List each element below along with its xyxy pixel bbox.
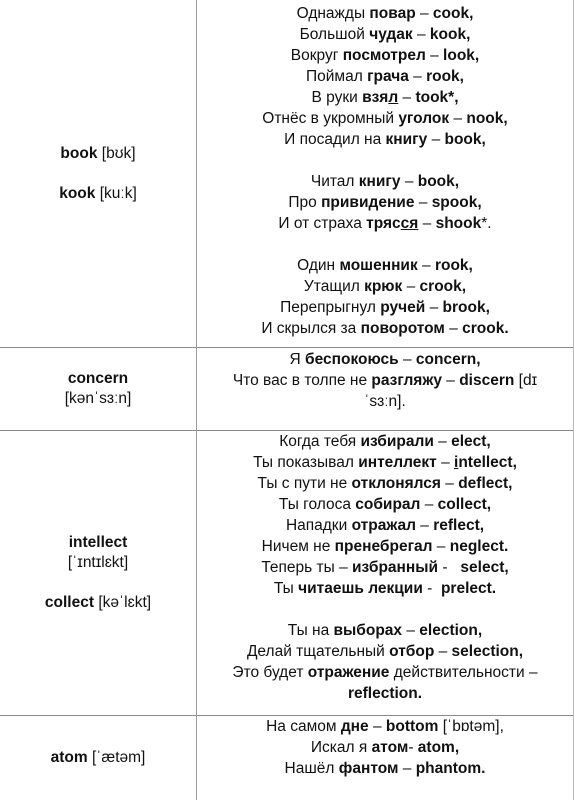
term-collect (45, 593, 151, 613)
poem-text: В руки (311, 89, 363, 106)
poem-text-underlined: ся (400, 215, 419, 232)
poem-text-bold: took*, (415, 89, 459, 106)
poem-text: Это будет (232, 664, 308, 681)
poem-text: – (434, 643, 452, 660)
poem-text: – (440, 475, 459, 492)
poem-text: Ты (273, 580, 299, 597)
poem-text-bold: интеллект (358, 454, 437, 471)
poem-line (197, 66, 573, 87)
poem-text-bold: повар (369, 5, 416, 22)
poem-text: – (418, 215, 436, 232)
poem-text: - (422, 580, 441, 597)
poem-text: [dɪ (514, 372, 538, 389)
poem-line (197, 683, 573, 704)
poem-text-bold: deflect, (458, 475, 513, 492)
poem-text: Искал я (310, 739, 372, 756)
poem-text: – (400, 173, 418, 190)
poem-text-bold: selection, (451, 643, 524, 660)
poem-text-bold: reflection. (347, 685, 423, 702)
poem-text: – (449, 110, 467, 127)
poem-line (197, 494, 573, 515)
poem-text-bold: разгляжу (371, 372, 442, 389)
poem-text-bold: читаешь лекции (298, 580, 423, 597)
row-book-words (0, 0, 196, 347)
poem-line (197, 297, 573, 318)
row-atom-poem (197, 716, 573, 779)
poem-line (197, 557, 573, 578)
poem-text-bold: brook, (442, 299, 490, 316)
stanza-break (197, 150, 573, 171)
term-concern (65, 369, 132, 409)
poem-line (197, 473, 573, 494)
poem-text: Про (288, 194, 322, 211)
poem-text: – (402, 622, 420, 639)
poem-text-bold: elect, (451, 433, 491, 450)
term-atom (51, 748, 146, 768)
poem-text-bold: bottom (385, 718, 439, 735)
term-intellect (68, 533, 128, 573)
poem-text: Что вас в толпе не (232, 372, 372, 389)
poem-text-bold: привидение (321, 194, 415, 211)
poem-text-bold: книгу (385, 131, 428, 148)
poem-line (197, 3, 573, 24)
poem-line (197, 171, 573, 192)
poem-text-bold: collect, (437, 496, 492, 513)
poem-text: Ты показывал (253, 454, 359, 471)
poem-text: [ˈbɒtəm], (438, 718, 504, 735)
term-book (60, 144, 135, 164)
poem-line (197, 108, 573, 129)
term-word: intellect (68, 534, 128, 551)
poem-text: – (417, 257, 435, 274)
row-concern-words (0, 348, 196, 430)
poem-text: На самом (266, 718, 341, 735)
term-ipa: [kuːk] (99, 184, 137, 202)
row-intellect-poem (197, 431, 573, 704)
poem-text: Читал (310, 173, 359, 190)
poem-text-bold: prelect. (440, 580, 497, 597)
poem-text: Большой (299, 26, 370, 43)
poem-line (197, 129, 573, 150)
poem-text-bold: ручей (380, 299, 426, 316)
poem-text-underlined: л (388, 89, 399, 106)
poem-text-bold: neglect. (449, 538, 509, 555)
poem-line (197, 45, 573, 66)
poem-text-bold: фантом (338, 760, 399, 777)
poem-text: – (398, 351, 416, 368)
poem-text: – (420, 496, 438, 513)
poem-text: Ничем не (261, 538, 335, 555)
row-book-poem (197, 3, 573, 339)
poem-line (197, 87, 573, 108)
poem-text-bold: rook, (434, 257, 473, 274)
poem-line (197, 641, 573, 662)
poem-text-bold: избирали (360, 433, 434, 450)
poem-text-bold: взя (362, 89, 389, 106)
poem-text: – (414, 194, 432, 211)
row-intellect-words (0, 431, 196, 715)
poem-text: ˈsɜːn]. (364, 393, 406, 410)
term-ipa: [kənˈsɜːn] (64, 390, 132, 407)
poem-text: – (415, 517, 434, 534)
poem-text-bold: посмотрел (342, 47, 426, 64)
poem-text-bold: отбор (389, 643, 435, 660)
poem-text: – (441, 372, 460, 389)
poem-line (197, 662, 573, 683)
poem-text-bold: пренебрегал (334, 538, 433, 555)
poem-text: И посадил на (284, 131, 386, 148)
poem-text-underlined: i (454, 454, 459, 471)
stanza-break (197, 599, 573, 620)
poem-text-bold: выборах (333, 622, 403, 639)
row-atom-words (0, 716, 196, 800)
term-ipa: [ˈɪntɪlɛkt] (67, 554, 129, 571)
poem-text: Ты голоса (278, 496, 356, 513)
term-ipa: [kəˈlɛkt] (98, 594, 152, 611)
poem-text-bold: уголок (398, 110, 450, 127)
poem-text: Однажды (296, 5, 370, 22)
poem-text-bold: поворотом (360, 320, 445, 337)
poem-text-bold: shook (435, 215, 482, 232)
poem-line (197, 213, 573, 234)
term-ipa: [bʊk] (101, 144, 136, 162)
poem-line (197, 716, 573, 737)
poem-text: – (408, 68, 427, 85)
poem-text-bold: мошенник (339, 257, 418, 274)
term-ipa: [ˈætəm] (91, 749, 146, 766)
poem-text: - (408, 739, 418, 756)
poem-text-bold: отражал (351, 517, 416, 534)
term-word: kook (59, 184, 96, 202)
poem-text: Нашёл (284, 760, 339, 777)
poem-text: Вокруг (290, 47, 343, 64)
poem-line (197, 370, 573, 391)
stanza-break (197, 234, 573, 255)
poem-text-bold: reflect, (433, 517, 485, 534)
poem-text: – (444, 320, 463, 337)
poem-text-bold: select, (460, 559, 509, 576)
poem-text-bold: nook, (466, 110, 508, 127)
poem-line (197, 737, 573, 758)
poem-text-bold: book, (444, 131, 486, 148)
poem-text-bold: дне (340, 718, 369, 735)
poem-text: – (427, 131, 445, 148)
poem-text-bold: отражение (307, 664, 390, 681)
poem-text-bold: crook. (462, 320, 509, 337)
poem-text: Поймал (306, 68, 368, 85)
poem-line (197, 620, 573, 641)
poem-text-bold: discern (459, 372, 515, 389)
poem-text: И от страха (278, 215, 367, 232)
term-kook (59, 184, 137, 204)
poem-text: – (425, 299, 443, 316)
poem-text: Когда тебя (279, 433, 361, 450)
poem-text-bold: атом (371, 739, 409, 756)
poem-text-bold: kook, (429, 26, 471, 43)
poem-text-bold: тряс (366, 215, 401, 232)
poem-line (197, 349, 573, 370)
poem-text: Делай тщательный (246, 643, 390, 660)
poem-text-bold: беспокоюсь (305, 351, 399, 368)
poem-line (197, 515, 573, 536)
poem-text: – (415, 5, 433, 22)
poem-text-bold: cook, (432, 5, 474, 22)
term-word: concern (67, 370, 129, 387)
poem-text-bold: избранный (352, 559, 439, 576)
poem-line (197, 24, 573, 45)
poem-text: – (398, 760, 416, 777)
poem-line (197, 431, 573, 452)
poem-text: действительности – (389, 664, 538, 681)
poem-text-bold: look, (443, 47, 480, 64)
poem-text-bold: крюк (364, 278, 403, 295)
poem-text: – (436, 454, 454, 471)
poem-text-bold: ntellect, (458, 454, 517, 471)
term-word: atom (50, 749, 88, 766)
poem-text-bold: book, (417, 173, 460, 190)
poem-text: Перепрыгнул (280, 299, 381, 316)
poem-line (197, 536, 573, 557)
term-word: book (60, 144, 98, 162)
poem-text-bold: atom, (417, 739, 460, 756)
poem-line (197, 391, 573, 412)
poem-text-bold: чудак (369, 26, 413, 43)
poem-text: – (433, 433, 452, 450)
poem-text-bold: книгу (358, 173, 401, 190)
poem-text: Ты с пути не (257, 475, 352, 492)
poem-text-bold: election, (419, 622, 483, 639)
poem-text-bold: грача (367, 68, 409, 85)
term-word: collect (44, 594, 95, 611)
poem-line (197, 578, 573, 599)
poem-text: *. (481, 215, 492, 232)
poem-text: – (425, 47, 444, 64)
poem-text: – (432, 538, 450, 555)
poem-text: - (438, 559, 461, 576)
poem-text: Отнёс в укромный (262, 110, 399, 127)
poem-text-bold: собирал (355, 496, 421, 513)
poem-line (197, 276, 573, 297)
poem-line (197, 255, 573, 276)
poem-text-bold (401, 215, 419, 232)
poem-text-bold: crook, (419, 278, 467, 295)
poem-text-bold: отклонялся (351, 475, 441, 492)
poem-line (197, 452, 573, 473)
poem-text: – (412, 26, 430, 43)
poem-text: – (402, 278, 420, 295)
poem-text-bold: concern, (415, 351, 481, 368)
poem-text: Утащил (303, 278, 365, 295)
poem-text: – (398, 89, 416, 106)
poem-text: – (368, 718, 386, 735)
poem-text-bold (388, 89, 398, 106)
poem-text: Один (297, 257, 340, 274)
poem-text-bold: phantom. (415, 760, 486, 777)
poem-text: И скрылся за (261, 320, 361, 337)
poem-text: Я (289, 351, 305, 368)
poem-text: Нападки (285, 517, 352, 534)
poem-line (197, 192, 573, 213)
row-concern-poem (197, 349, 573, 412)
poem-text-bold: rook, (426, 68, 464, 85)
poem-text: Теперь ты – (261, 559, 353, 576)
poem-line (197, 318, 573, 339)
poem-text: Ты на (287, 622, 334, 639)
poem-line (197, 758, 573, 779)
poem-text-bold: spook, (431, 194, 482, 211)
